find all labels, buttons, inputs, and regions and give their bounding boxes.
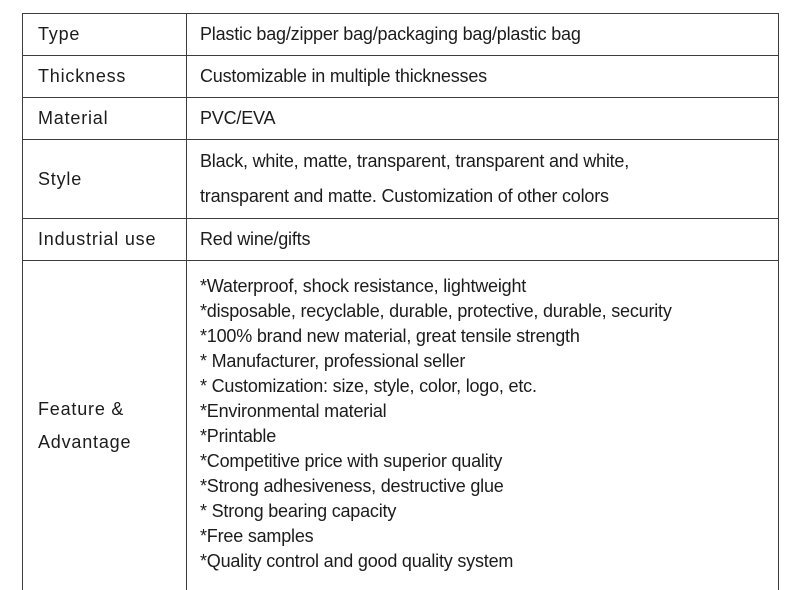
table-row-type — [23, 14, 778, 56]
feature-item: *Quality control and good quality system — [200, 550, 514, 571]
row-label-material: Material — [23, 98, 187, 139]
row-value-style — [187, 140, 778, 218]
table-row-material — [23, 98, 778, 140]
value-line: Red wine/gifts — [200, 229, 311, 249]
feature-item: * Strong bearing capacity — [200, 500, 397, 521]
row-label-type: Type — [23, 14, 187, 55]
value-line: PVC/EVA — [200, 108, 276, 128]
row-label-feature-advantage: Feature & Advantage — [23, 261, 187, 590]
feature-item: * Manufacturer, professional seller — [200, 350, 466, 371]
feature-item: *100% brand new material, great tensile strength — [200, 325, 580, 346]
row-value-thickness — [187, 56, 778, 97]
table-row-feature-advantage — [23, 261, 778, 590]
feature-item: *Printable — [200, 425, 277, 446]
row-label-style: Style — [23, 140, 187, 218]
table-row-style — [23, 140, 778, 219]
feature-item: *disposable, recyclable, durable, protective, durable, security — [200, 300, 672, 321]
value-line: transparent and matte. Customization of other colors — [200, 186, 609, 206]
product-spec-table — [22, 13, 779, 590]
feature-item: *Competitive price with superior quality — [200, 450, 503, 471]
row-label-industrial-use: Industrial use — [23, 219, 187, 260]
row-value-material — [187, 98, 778, 139]
feature-item: *Waterproof, shock resistance, lightweight — [200, 275, 527, 296]
table-row-thickness — [23, 56, 778, 98]
feature-item: *Free samples — [200, 525, 314, 546]
feature-item: * Customization: size, style, color, logo, etc. — [200, 375, 537, 396]
row-label-thickness: Thickness — [23, 56, 187, 97]
row-value-feature-advantage — [187, 261, 778, 590]
value-line: Customizable in multiple thicknesses — [200, 66, 487, 86]
value-line: Plastic bag/zipper bag/packaging bag/plastic bag — [200, 24, 581, 44]
table-row-industrial-use — [23, 219, 778, 261]
row-value-type — [187, 14, 778, 55]
feature-item: *Environmental material — [200, 400, 387, 421]
row-value-industrial-use — [187, 219, 778, 260]
feature-item: *Strong adhesiveness, destructive glue — [200, 475, 504, 496]
value-line: Black, white, matte, transparent, transparent and white, — [200, 151, 630, 171]
